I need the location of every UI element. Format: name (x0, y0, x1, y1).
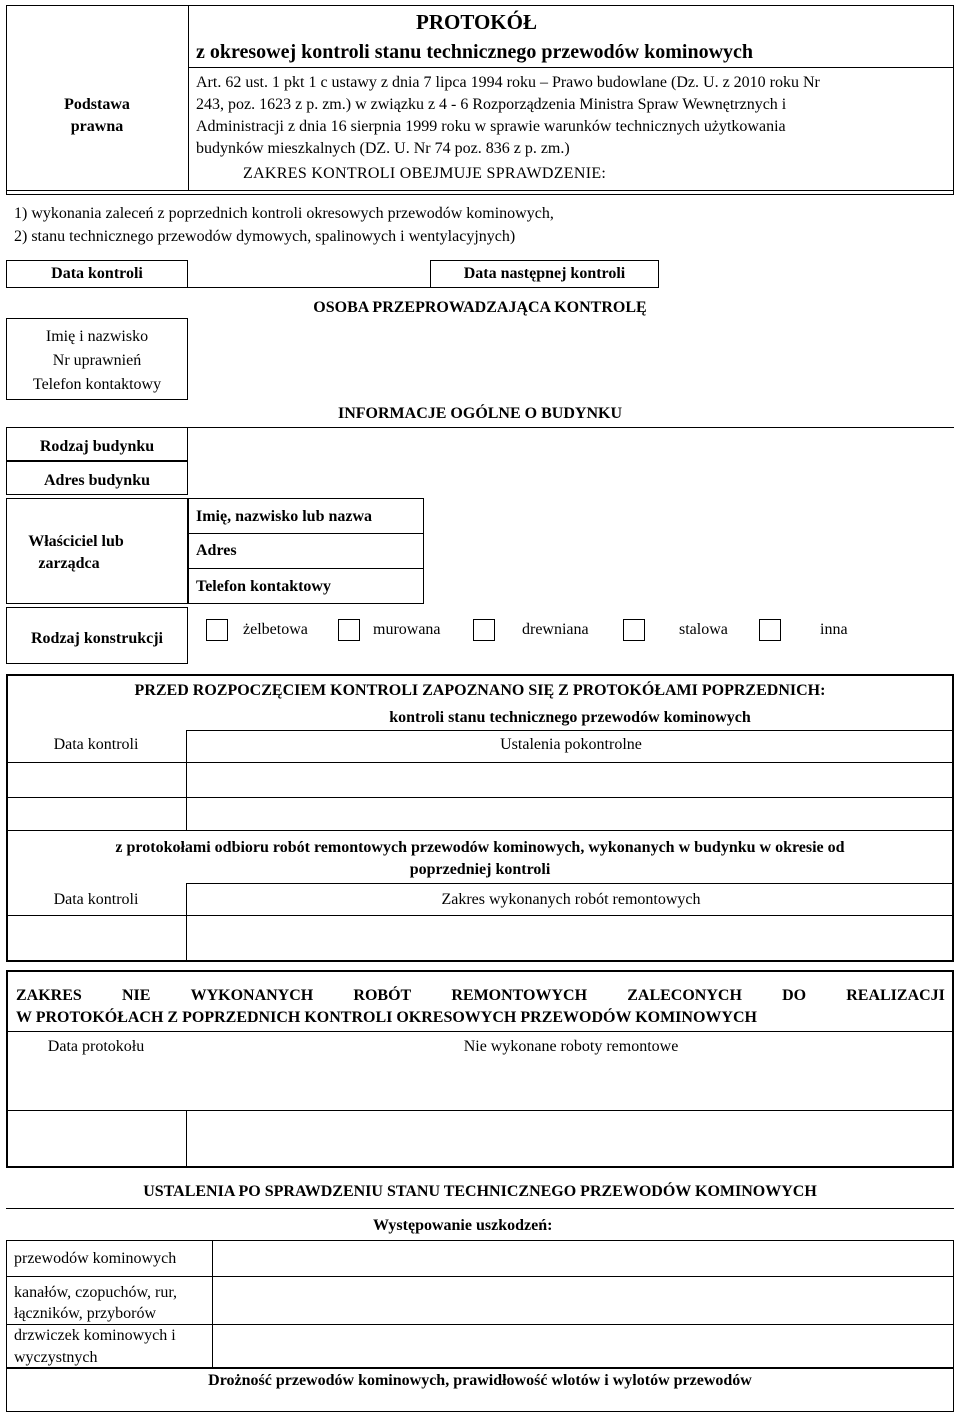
dates-line (188, 287, 430, 288)
damage-label: Występowanie uszkodzeń: (373, 1217, 553, 1234)
findings-heading: USTALENIA PO SPRAWDZENIU STANU TECHNICZNEGO PRZEWODÓW KOMINOWYCH (143, 1183, 817, 1200)
checkbox-inna[interactable] (759, 619, 781, 641)
building-line (188, 427, 954, 428)
heading-word: WYKONANYCH (190, 987, 314, 1004)
not-done-col-divider (186, 1110, 187, 1168)
inspector-license-label: Nr uprawnień (52, 352, 142, 369)
legal-text-line: budynków mieszkalnych (DZ. U. Nr 74 poz. 836 z p. zm.) (196, 140, 570, 157)
previous-sub2-line2: poprzedniej kontroli (409, 861, 551, 878)
heading-word: ZALECONYCH (627, 987, 742, 1004)
option-zelbetowa: żelbetowa (243, 621, 308, 638)
owner-label: Właściciel lub (28, 533, 124, 550)
previous-date-label-2: Data kontroli (53, 891, 139, 908)
checkbox-stalowa[interactable] (623, 619, 645, 641)
construction-label: Rodzaj konstrukcji (30, 630, 163, 647)
legal-text-line: Administracji z dnia 16 sierpnia 1999 roku w sprawie warunków technicznych użytkowania (196, 118, 786, 135)
heading-word: ZAKRES (16, 987, 82, 1004)
heading-word: REALIZACJI (846, 987, 945, 1004)
owner-label-2: zarządca (38, 555, 100, 572)
findings-row-doors-2: wyczystnych (14, 1349, 98, 1366)
heading-word: REMONTOWYCH (451, 987, 588, 1004)
prev-line (6, 762, 954, 763)
building-heading: INFORMACJE OGÓLNE O BUDYNKU (337, 405, 622, 422)
prev-line (6, 830, 954, 831)
scope-item: 2) stanu technicznego przewodów dymowych, spalinowych i wentylacyjnych) (14, 228, 516, 245)
checkbox-murowana[interactable] (338, 619, 360, 641)
previous-sub1: kontroli stanu technicznego przewodów kominowych (389, 709, 751, 726)
owner-fields-line (188, 533, 424, 534)
building-type-label: Rodzaj budynku (39, 438, 155, 455)
heading-word: DO (782, 987, 807, 1004)
document-subtitle: z okresowej kontroli stanu technicznego przewodów kominowych (196, 41, 754, 63)
owner-phone-label: Telefon kontaktowy (196, 578, 331, 595)
findings-line (6, 1208, 954, 1209)
not-done-heading-line1 (16, 987, 945, 1005)
not-done-heading-line2: W PROTOKÓŁACH Z POPRZEDNICH KONTROLI OKRESOWYCH PRZEWODÓW KOMINOWYCH (16, 1009, 757, 1026)
prev-line (186, 730, 954, 731)
date-label: Data kontroli (51, 265, 143, 282)
previous-sub2-line1: z protokołami odbioru robót remontowych przewodów kominowych, wykonanych w budynku w okresie od (115, 839, 845, 856)
checkbox-zelbetowa[interactable] (206, 619, 228, 641)
header-divider (188, 5, 189, 190)
inspector-phone-label: Telefon kontaktowy (32, 376, 162, 393)
scope-heading: ZAKRES KONTROLI OBEJMUJE SPRAWDZENIE: (243, 165, 607, 182)
inspector-heading: OSOBA PRZEPROWADZAJĄCA KONTROLĘ (313, 299, 647, 316)
header-line (188, 67, 954, 68)
not-done-date-label: Data protokołu (47, 1038, 145, 1055)
heading-word: ROBÓT (353, 987, 412, 1004)
prev-line (6, 915, 954, 916)
not-done-line (6, 1031, 954, 1032)
document-title: PROTOKÓŁ (416, 10, 537, 34)
prev-line (186, 883, 954, 884)
building-address-label: Adres budynku (44, 472, 150, 489)
checkbox-drewniana[interactable] (473, 619, 495, 641)
owner-name-label: Imię, nazwisko lub nazwa (196, 508, 373, 525)
previous-date-label: Data kontroli (53, 736, 139, 753)
legal-basis-label: Podstawa (64, 96, 130, 113)
owner-address-label: Adres (196, 542, 237, 559)
owner-fields-line (188, 568, 424, 569)
inspector-name-label: Imię i nazwisko (45, 328, 149, 345)
findings-col-divider (212, 1240, 213, 1368)
legal-text-line: Art. 62 ust. 1 pkt 1 c ustawy z dnia 7 lipca 1994 roku – Prawo budowlane (Dz. U. z 2010 roku Nr (196, 74, 820, 91)
option-inna: inna (820, 621, 848, 638)
findings-row-ducts: kanałów, czopuchów, rur, (14, 1284, 177, 1301)
findings-row-line (6, 1276, 954, 1277)
findings-row-chimney: przewodów kominowych (14, 1250, 177, 1267)
prev-line (6, 797, 954, 798)
option-murowana: murowana (373, 621, 441, 638)
scope-item: 1) wykonania zaleceń z poprzednich kontroli okresowych przewodów kominowych, (14, 205, 554, 222)
findings-row-ducts-2: łączników, przyborów (14, 1305, 157, 1322)
legal-basis-label-2: prawna (70, 118, 124, 135)
previous-heading: PRZED ROZPOCZĘCIEM KONTROLI ZAPOZNANO SIĘ Z PROTOKÓŁAMI POPRZEDNICH: (134, 682, 826, 699)
previous-works-label: Zakres wykonanych robót remontowych (441, 891, 701, 908)
previous-findings-label: Ustalenia pokontrolne (500, 736, 642, 753)
not-done-line (6, 1110, 954, 1111)
option-stalowa: stalowa (679, 621, 728, 638)
not-done-works-label: Nie wykonane roboty remontowe (463, 1038, 679, 1055)
scope-line (6, 190, 954, 191)
patency-label: Drożność przewodów kominowych, prawidłowość wlotów i wylotów przewodów (208, 1372, 752, 1389)
next-date-label: Data następnej kontroli (463, 265, 626, 282)
legal-text-line: 243, poz. 1623 z p. zm.) w związku z 4 - 6 Rozporządzenia Ministra Spraw Wewnętrznych i (196, 96, 787, 113)
heading-word: NIE (121, 987, 151, 1004)
findings-row-doors: drzwiczek kominowych i (14, 1327, 176, 1344)
option-drewniana: drewniana (522, 621, 589, 638)
findings-row-line (6, 1324, 954, 1325)
